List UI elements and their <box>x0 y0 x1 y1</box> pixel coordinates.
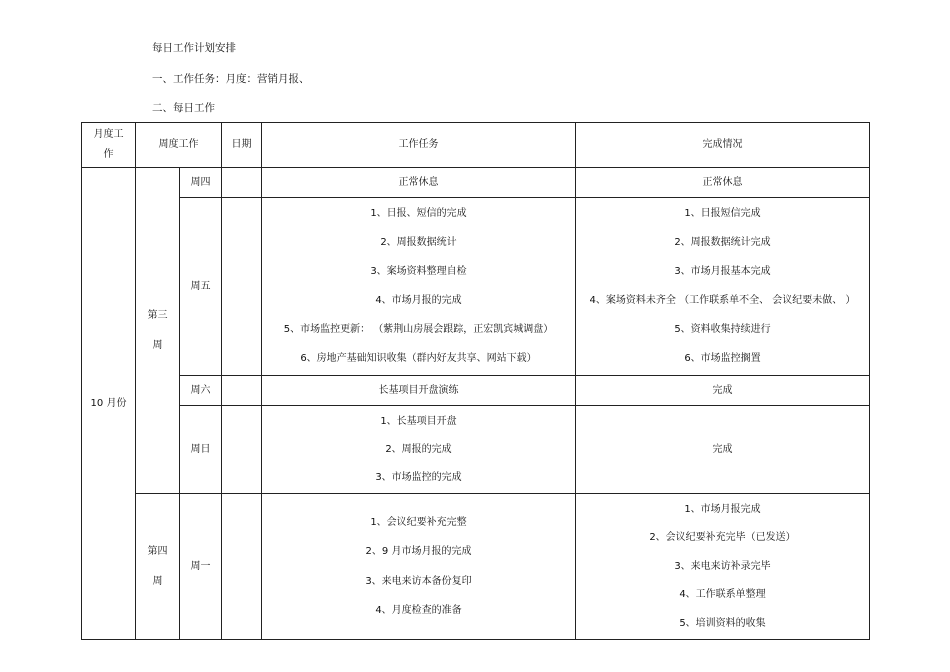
week3-line1: 第三 <box>147 309 168 321</box>
task-thursday: 正常休息 <box>262 168 576 198</box>
day-friday: 周五 <box>180 198 222 376</box>
day-monday: 周一 <box>180 494 222 640</box>
task-item: 1、会议纪要补充完整 <box>370 516 467 528</box>
header-date: 日期 <box>222 123 262 168</box>
day-saturday: 周六 <box>180 376 222 406</box>
task-item: 1、日报、短信的完成 <box>370 208 467 220</box>
task-item: 3、来电来访本备份复印 <box>365 575 472 587</box>
task-item: 4、市场月报的完成 <box>375 295 462 307</box>
task-item: 4、月度检查的准备 <box>375 605 462 616</box>
day-sunday: 周日 <box>180 406 222 494</box>
status-item: 5、资料收集持续进行 <box>674 324 771 336</box>
status-thursday: 正常休息 <box>576 168 870 198</box>
header-month-line1: 月度工 <box>93 129 124 141</box>
task-saturday: 长基项目开盘演练 <box>262 376 576 406</box>
table-row-monday <box>82 494 870 640</box>
task-item: 3、案场资料整理自检 <box>370 266 467 278</box>
document-title: 每日工作计划安排 <box>152 42 236 54</box>
status-item: 2、会议纪要补充完毕（已发送） <box>649 532 796 544</box>
week4-cell <box>136 494 180 640</box>
week4-line1: 第四 <box>147 545 168 557</box>
tasks-friday <box>262 198 576 376</box>
week3-line2: 周 <box>152 339 163 351</box>
date-cell <box>222 406 262 494</box>
table-header-row <box>82 123 870 168</box>
header-month-line2: 作 <box>103 149 114 161</box>
status-item: 5、培训资料的收集 <box>679 617 766 629</box>
section-task-heading: 一、工作任务：月度：营销月报、 <box>152 73 310 85</box>
header-month <box>82 123 136 168</box>
table-row-saturday <box>82 376 870 406</box>
header-status: 完成情况 <box>576 123 870 168</box>
status-item: 4、案场资料未齐全 （工作联系单不全、 会议纪要未做、 ） <box>589 295 856 307</box>
table-row-thursday <box>82 168 870 198</box>
status-item: 1、市场月报完成 <box>684 503 761 515</box>
week3-cell <box>136 168 180 494</box>
task-item: 2、周报数据统计 <box>380 237 457 249</box>
status-item: 3、市场月报基本完成 <box>674 266 771 278</box>
tasks-monday <box>262 494 576 640</box>
status-item: 4、工作联系单整理 <box>679 589 766 601</box>
status-friday <box>576 198 870 376</box>
status-item: 2、周报数据统计完成 <box>674 237 771 249</box>
day-thursday: 周四 <box>180 168 222 198</box>
header-week: 周度工作 <box>136 123 222 168</box>
table-row-sunday <box>82 406 870 494</box>
date-cell <box>222 494 262 640</box>
task-item: 2、周报的完成 <box>385 443 452 455</box>
status-item: 6、市场监控搁置 <box>684 353 761 365</box>
status-item: 1、日报短信完成 <box>684 208 761 220</box>
status-saturday: 完成 <box>576 376 870 406</box>
task-item: 3、市场监控的完成 <box>375 471 462 483</box>
daily-plan-table <box>81 122 870 640</box>
date-cell <box>222 198 262 376</box>
tasks-sunday <box>262 406 576 494</box>
month-cell: 10 月份 <box>82 168 136 640</box>
task-item: 5、市场监控更新： （紫荆山房展会跟踪，正宏凯宾城调盘） <box>283 324 554 336</box>
status-sunday: 完成 <box>576 406 870 494</box>
table-row-friday <box>82 198 870 376</box>
week4-line2: 周 <box>152 575 163 587</box>
task-item: 1、长基项目开盘 <box>380 415 457 427</box>
date-cell <box>222 168 262 198</box>
task-item: 6、房地产基础知识收集（群内好友共享、网站下载） <box>300 353 537 365</box>
status-item: 3、来电来访补录完毕 <box>674 560 771 572</box>
header-task: 工作任务 <box>262 123 576 168</box>
status-monday <box>576 494 870 640</box>
date-cell <box>222 376 262 406</box>
section-daily-heading: 二、每日工作 <box>152 102 215 114</box>
task-item: 2、9 月市场月报的完成 <box>365 546 472 557</box>
